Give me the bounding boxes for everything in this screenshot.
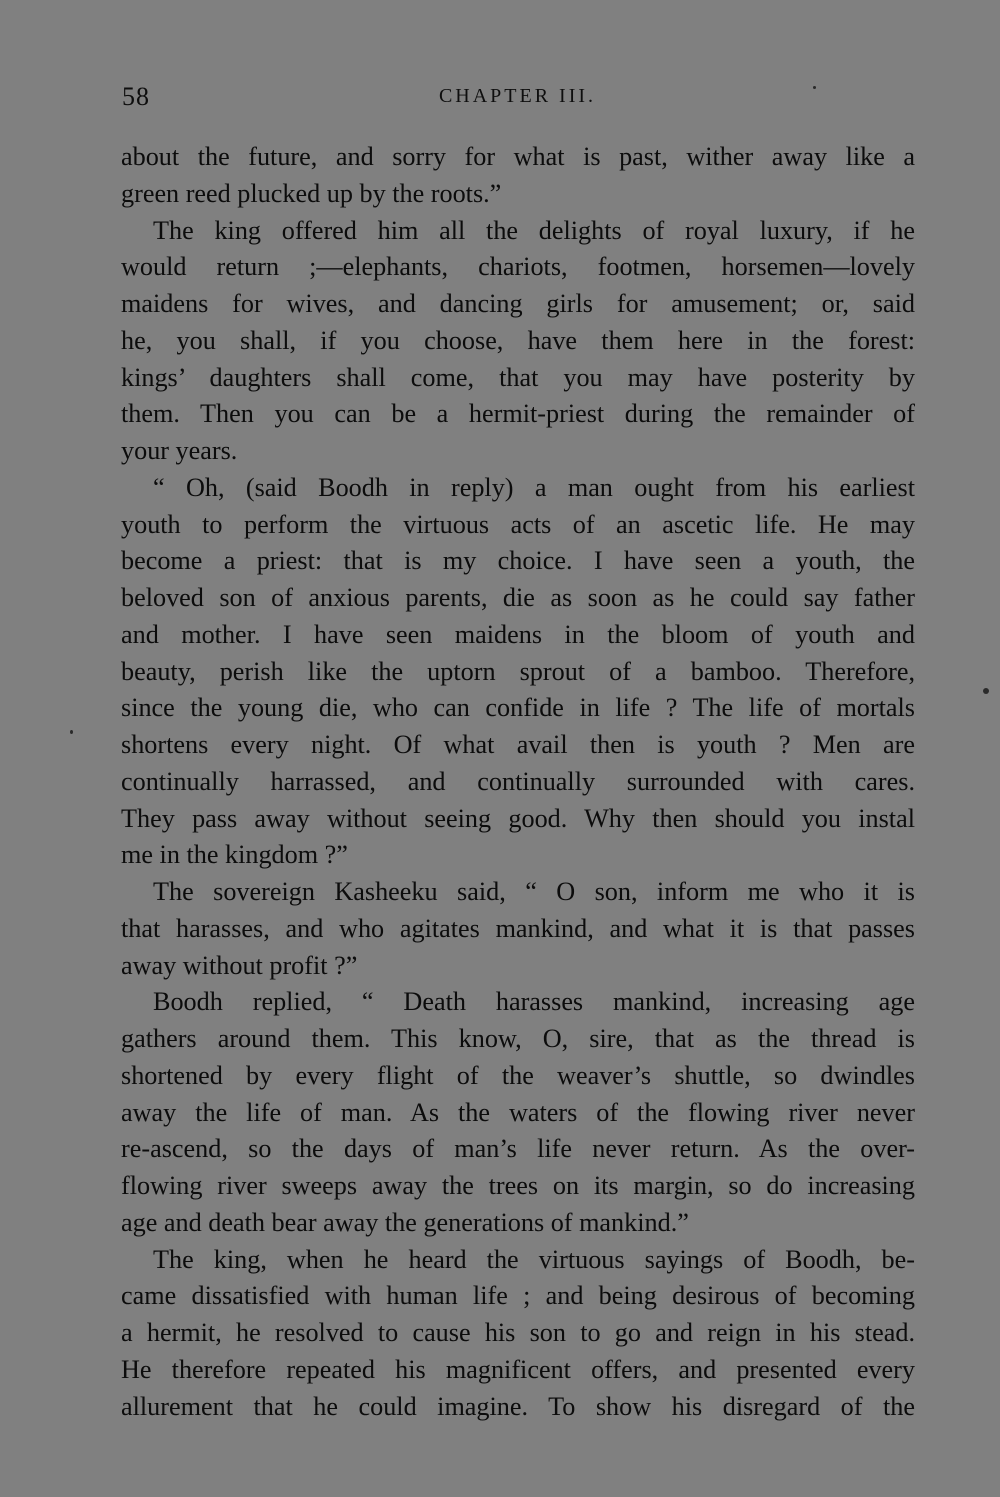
text-line: and mother. I have seen maidens in the bloom of youth and (121, 619, 915, 649)
page-number: 58 (122, 82, 150, 111)
text-line: He therefore repeated his magnificent offers, and presented every (121, 1354, 915, 1384)
body-text (121, 139, 915, 1425)
ink-speck (70, 730, 73, 734)
text-line: The king, when he heard the virtuous sayings of Boodh, be- (153, 1244, 915, 1274)
text-line: your years. (121, 436, 238, 465)
text-line: shortens every night. Of what avail then is youth ? Men are (121, 730, 915, 759)
text-line: green reed plucked up by the roots.” (121, 178, 502, 208)
text-line: allurement that he could imagine. To show his disregard of the (121, 1391, 915, 1421)
text-line: re-ascend, so the days of man’s life never return. As the over- (121, 1134, 915, 1164)
text-line: me in the kingdom ?” (121, 840, 348, 870)
text-line: away the life of man. As the waters of the flowing river never (121, 1097, 915, 1127)
text-line: maidens for wives, and dancing girls for amusement; or, said (121, 289, 915, 318)
text-line: a hermit, he resolved to cause his son to go and reign in his stead. (121, 1318, 915, 1347)
text-line: flowing river sweeps away the trees on its margin, so do increasing (121, 1171, 915, 1200)
text-line: he, you shall, if you choose, have them here in the forest: (121, 325, 915, 355)
text-line: came dissatisfied with human life ; and being desirous of becoming (121, 1281, 915, 1311)
text-line: about the future, and sorry for what is past, wither away like a (121, 142, 915, 171)
text-line: beloved son of anxious parents, die as soon as he could say father (121, 583, 915, 612)
text-line: continually harrassed, and continually surrounded with cares. (121, 766, 915, 796)
text-line: that harasses, and who agitates mankind, and what it is that passes (121, 913, 915, 943)
ink-speck (983, 688, 989, 694)
text-line: The sovereign Kasheeku said, “ O son, inform me who it is (153, 877, 915, 906)
text-line: youth to perform the virtuous acts of an ascetic life. He may (121, 509, 915, 539)
text-line: them. Then you can be a hermit-priest during the remainder of (121, 399, 915, 429)
text-line: away without profit ?” (121, 950, 358, 980)
ink-speck (813, 86, 816, 89)
text-line: kings’ daughters shall come, that you may have posterity by (121, 362, 915, 392)
text-line: gathers around them. This know, O, sire, that as the thread is (121, 1024, 915, 1053)
text-line: They pass away without seeing good. Why then should you instal (121, 803, 915, 833)
text-line: The king offered him all the delights of royal luxury, if he (153, 215, 915, 245)
text-line: would return ;—elephants, chariots, footmen, horsemen—lovely (121, 252, 915, 282)
text-line: since the young die, who can confide in life ? The life of mortals (121, 693, 915, 723)
text-line: Boodh replied, “ Death harasses mankind, increasing age (153, 987, 915, 1017)
text-line: beauty, perish like the uptorn sprout of a bamboo. Therefore, (121, 656, 915, 686)
text-line: shortened by every flight of the weaver’s shuttle, so dwindles (121, 1060, 915, 1090)
text-line: age and death bear away the generations of mankind.” (121, 1207, 689, 1237)
text-line: “ Oh, (said Boodh in reply) a man ought from his earliest (153, 472, 915, 502)
chapter-heading: CHAPTER III. (438, 85, 597, 107)
running-head (120, 82, 915, 118)
text-line: become a priest: that is my choice. I have seen a youth, the (121, 546, 915, 576)
